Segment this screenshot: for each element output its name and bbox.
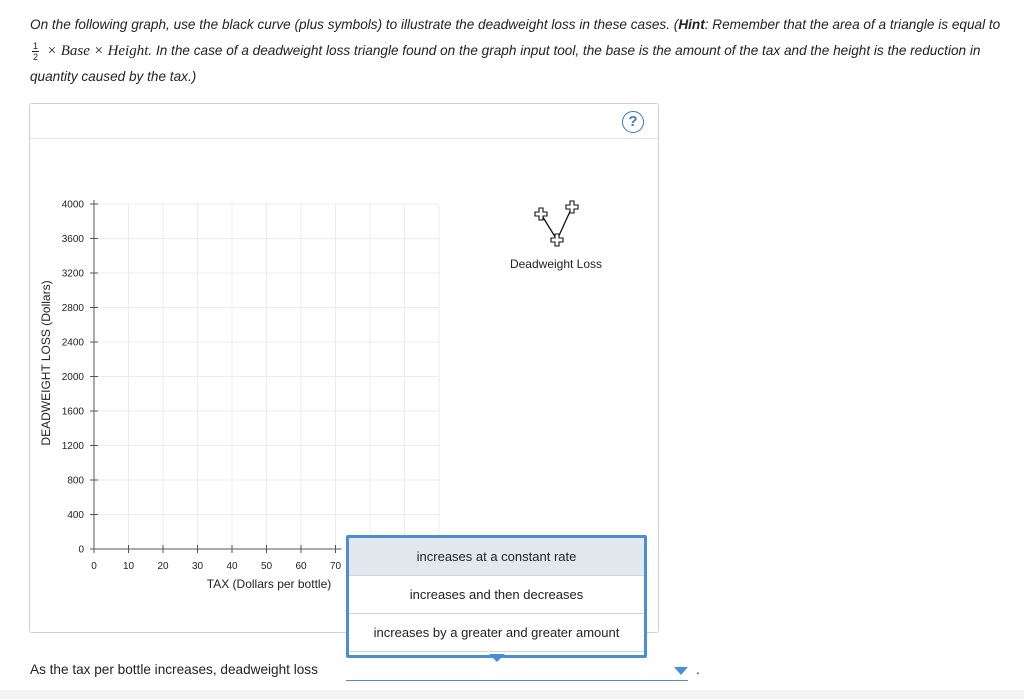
instructions-part2: : Remember that the area of a triangle is equal to — [704, 17, 1001, 32]
one-half-fraction — [32, 41, 39, 62]
y-tick-label: 2000 — [61, 372, 84, 383]
y-tick-label: 800 — [67, 475, 84, 487]
legend-label: Deadweight Loss — [509, 257, 603, 271]
x-tick-label: 40 — [226, 561, 238, 572]
instructions-part3: . In the case of a deadweight loss triangle found on the graph input tool, the base is the amount of the tax and the height is the reduction in quantity caused by the tax.) — [30, 43, 981, 84]
times-symbol: × — [93, 43, 104, 59]
y-tick-label: 0 — [78, 544, 84, 556]
x-tick-label: 0 — [91, 561, 97, 572]
height-word: Height — [107, 43, 149, 59]
y-tick-label: 1600 — [61, 406, 84, 418]
plus-marker[interactable] — [566, 201, 578, 213]
x-tick-label: 70 — [329, 561, 342, 572]
y-tick-label: 4000 — [61, 199, 84, 211]
x-tick-label: 60 — [295, 561, 307, 572]
plus-marker[interactable] — [535, 208, 547, 220]
y-tick-label: 1200 — [61, 441, 84, 452]
bottom-strip — [0, 690, 1024, 699]
fraction-numerator: 1 — [33, 40, 39, 51]
dropdown-option[interactable]: increases by a greater and greater amount — [349, 614, 644, 652]
base-word: Base — [60, 43, 90, 59]
popup-pointer-icon — [489, 654, 505, 662]
hint-label: Hint — [678, 17, 705, 32]
x-tick-label: 50 — [260, 561, 273, 572]
plus-marker[interactable] — [551, 234, 563, 246]
y-tick-label: 3600 — [61, 234, 84, 245]
y-tick-label: 2800 — [61, 303, 84, 314]
x-tick-label: 10 — [122, 561, 135, 572]
instructions — [30, 12, 1015, 90]
plot-axes — [94, 200, 342, 549]
times-symbol: × — [46, 43, 57, 59]
dropdown-option[interactable]: increases and then decreases — [349, 576, 644, 614]
y-axis-label: DEADWEIGHT LOSS (Dollars) — [39, 280, 53, 446]
fraction-denominator: 2 — [33, 51, 39, 62]
chevron-down-icon[interactable] — [674, 667, 688, 675]
x-axis-label: TAX (Dollars per bottle) — [206, 577, 332, 591]
question-circle-icon[interactable]: ? — [622, 111, 644, 133]
dropdown-option[interactable]: increases at a constant rate — [349, 538, 644, 576]
dropdown-options-list — [346, 535, 647, 658]
y-tick-label: 2400 — [61, 337, 84, 349]
x-tick-label: 30 — [191, 561, 204, 572]
y-tick-label: 400 — [67, 510, 84, 521]
instructions-part1: On the following graph, use the black curve (plus symbols) to illustrate the deadweight loss in these cases. ( — [30, 17, 679, 32]
sentence-period: . — [696, 662, 700, 677]
y-axis-ticks — [62, 200, 98, 556]
plot-grid — [94, 204, 439, 549]
question-text: As the tax per bottle increases, deadweight loss — [30, 662, 318, 677]
answer-select[interactable] — [346, 662, 688, 681]
plus-curve-icon[interactable] — [535, 201, 578, 246]
y-tick-label: 3200 — [61, 268, 84, 280]
x-tick-label: 20 — [157, 561, 169, 572]
